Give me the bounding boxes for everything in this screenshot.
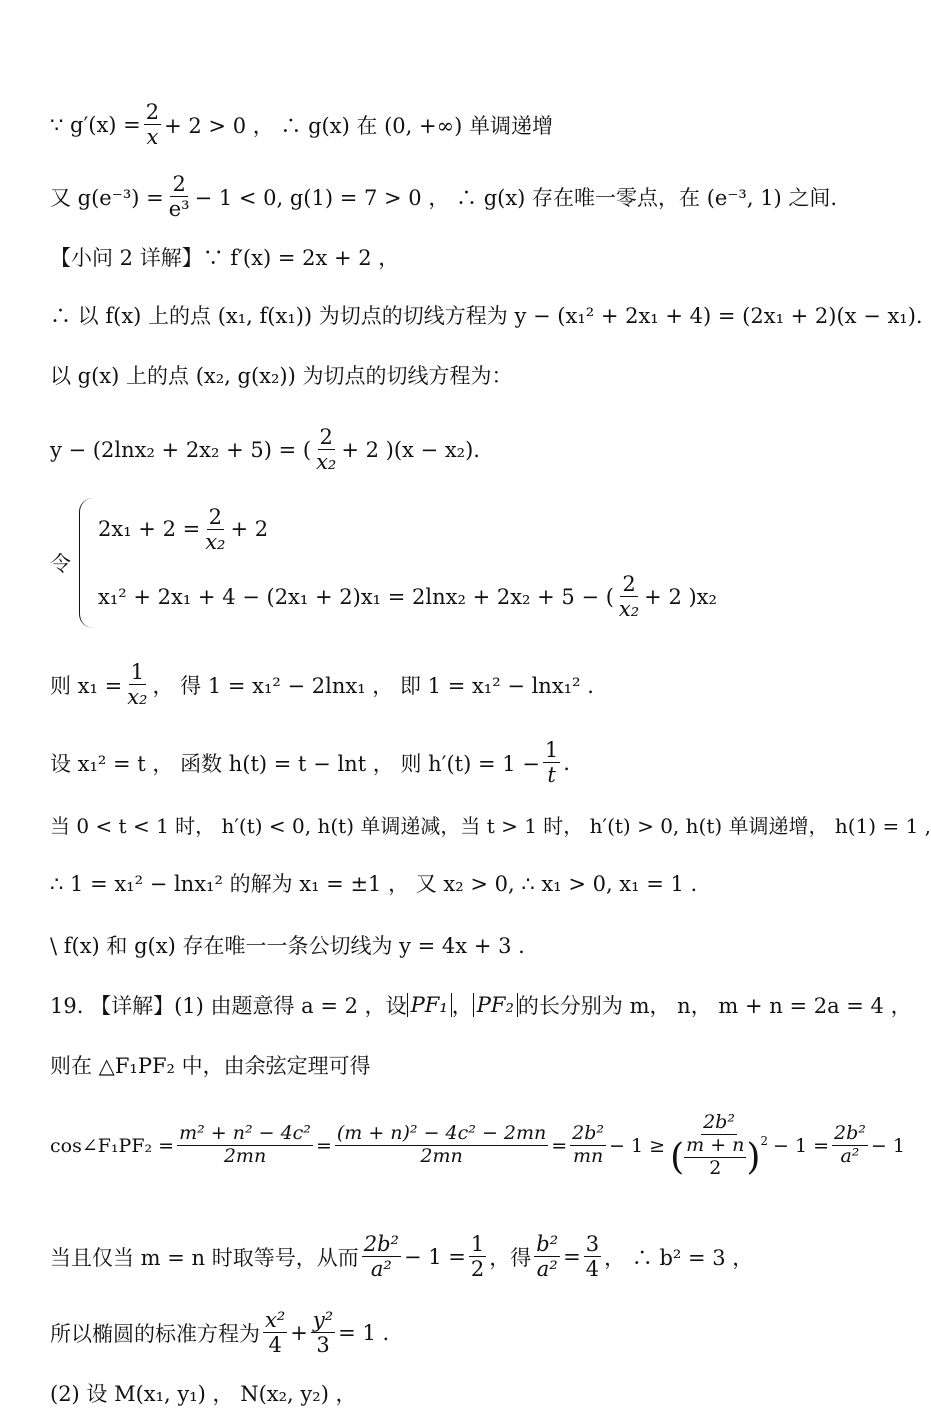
fraction: $\frac{1}{t}$ [544,738,559,788]
line-8: 设 x₁² = t ， 函数 h(t) = t − lnt ， 则 h′(t) = 1 − $\frac{1}{t}$ . [50,738,570,788]
line-14: cos∠F₁PF₂ = $\frac{\text{m² + n² − 4c²}}{2mn}$ = $\frac{\text{(m + n)² − 4c² − 2mn}}{2mn}$ = $\frac{\text{2b²}}{mn}$ − 1 ≥ 2b² ( $\frac{m + n}{2}$ ) $^2$ − 1 = $\frac{\text{2b²}}{\text{a²}}$ − 1 [50,1111,905,1179]
fraction: $\frac{2}{\text{x₂}}$ [205,504,226,554]
line-1 [50,100,553,149]
line-15: 当且仅当 m = n 时取等号，从而 $\frac{\text{2b²}}{\text{a²}}$ − 1 = $\frac{1}{2}$ ，得 $\frac{\text{b²}}{\text{a²}}$ = $\frac{3}{4}$ ， ∴ b² = 3 ， [50,1232,754,1282]
line-10-text: ∴ 1 = x₁² − lnx₁² 的解为 x₁ = ±1 ， 又 x₂ > 0, ∴ x₁ > 0, x₁ = 1 . [50,872,698,896]
abs-pf2: PF₂ [473,993,518,1017]
line-17-text: (2) 设 M(x₁, y₁) ， N(x₂, y₂) ， [50,1382,357,1406]
system-rows [98,505,717,622]
system-row-2: x₁² + 2x₁ + 4 − (2x₁ + 2)x₁ = 2lnx₂ + 2x₂ + 5 − ( $\frac{2}{\text{x₂}}$ + 2 )x₂ [98,572,717,622]
line-17 [50,1378,357,1408]
fraction: $\frac{\text{2b²}}{\text{a²}}$ [363,1232,399,1282]
fraction: 2b² ( $\frac{m + n}{2}$ ) $^2$ [670,1111,768,1179]
fraction: $\frac{2}{\text{x₂}}$ [618,572,640,622]
line-13-text: 则在 △F₁PF₂ 中，由余弦定理可得 [50,1054,371,1078]
line-6 [50,425,480,474]
fraction: $\frac{\text{x²}}{4}$ [265,1308,286,1358]
fraction: $\frac{\text{(m + n)² − 4c² − 2mn}}{2mn}$ [336,1122,547,1168]
line-5 [50,360,512,390]
fraction: $\frac{\text{y²}}{3}$ [312,1308,334,1358]
line-11-text: \ f(x) 和 g(x) 存在唯一一条公切线为 y = 4x + 3 . [50,934,525,958]
left-brace [79,498,96,628]
abs-pf1: PF₁ [407,993,452,1017]
fraction: $\frac{3}{4}$ [585,1232,600,1282]
line-3-text: 【小问 2 详解】∵ f′(x) = 2x + 2 ， [50,246,400,270]
line-2-post: − 1 < 0, g(1) = 7 > 0 ， ∴ g(x) 存在唯一零点，在 (e⁻³, 1) 之间. [194,185,838,210]
line-6-pre: y − (2lnx₂ + 2x₂ + 5) = ( [50,437,312,462]
fraction: $\frac{m + n}{2}$ [686,1133,745,1179]
fraction: $\frac{\text{b²}}{\text{a²}}$ [536,1232,559,1282]
fraction: $\frac{2}{x}$ [145,100,160,150]
line-2-pre: 又 g(e⁻³) = [50,185,164,210]
line-7: 则 x₁ = $\frac{1}{\text{x₂}}$ ， 得 1 = x₁² − 2lnx₁ ， 即 1 = x₁² − lnx₁² . [50,660,594,710]
equation-system [50,498,717,628]
fraction: $\frac{1}{2}$ [470,1232,485,1282]
fraction: $\frac{\text{2b²}}{\text{a²}}$ [834,1122,866,1168]
system-label: 令 [50,552,71,576]
line-6-post: + 2 )(x − x₂). [341,437,480,462]
fraction: $\frac{\text{m² + n² − 4c²}}{2mn}$ [179,1122,311,1168]
line-3 [50,242,399,272]
line-12: 19. 【详解】(1) 由题意得 a = 2 ，设 PF₁ ， PF₂ 的长分别为 m， n， m + n = 2a = 4 ， [50,993,912,1018]
fraction: $\frac{2}{\text{e³}}$ [168,172,190,222]
line-16: 所以椭圆的标准方程为 $\frac{\text{x²}}{4}$ + $\frac{\text{y²}}{3}$ = 1 . [50,1308,390,1358]
line-2 [50,172,837,221]
fraction: $\frac{2}{\text{x₂}}$ [316,425,337,475]
system-row-1: 2x₁ + 2 = $\frac{2}{\text{x₂}}$ + 2 [98,504,269,554]
line-1-pre: ∵ g′(x) = [50,112,141,137]
line-10 [50,868,697,898]
fraction: $\frac{\text{2b²}}{mn}$ [572,1122,605,1168]
line-4 [50,300,923,330]
line-9 [50,810,931,839]
line-9-text: 当 0 < t < 1 时， h′(t) < 0, h(t) 单调递减，当 t > 1 时， h′(t) > 0, h(t) 单调递增， h(1) = 1 , [50,814,931,838]
line-5-text: 以 g(x) 上的点 (x₂, g(x₂)) 为切点的切线方程为： [50,364,513,388]
line-1-post: + 2 > 0 ， ∴ g(x) 在 (0, +∞) 单调递增 [164,113,553,138]
line-13 [50,1050,371,1080]
fraction: $\frac{1}{\text{x₂}}$ [127,660,148,710]
line-4-text: ∴ 以 f(x) 上的点 (x₁, f(x₁)) 为切点的切线方程为 y − (x₁² + 2x₁ + 4) = (2x₁ + 2)(x − x₁). [50,304,923,328]
line-11 [50,930,525,960]
